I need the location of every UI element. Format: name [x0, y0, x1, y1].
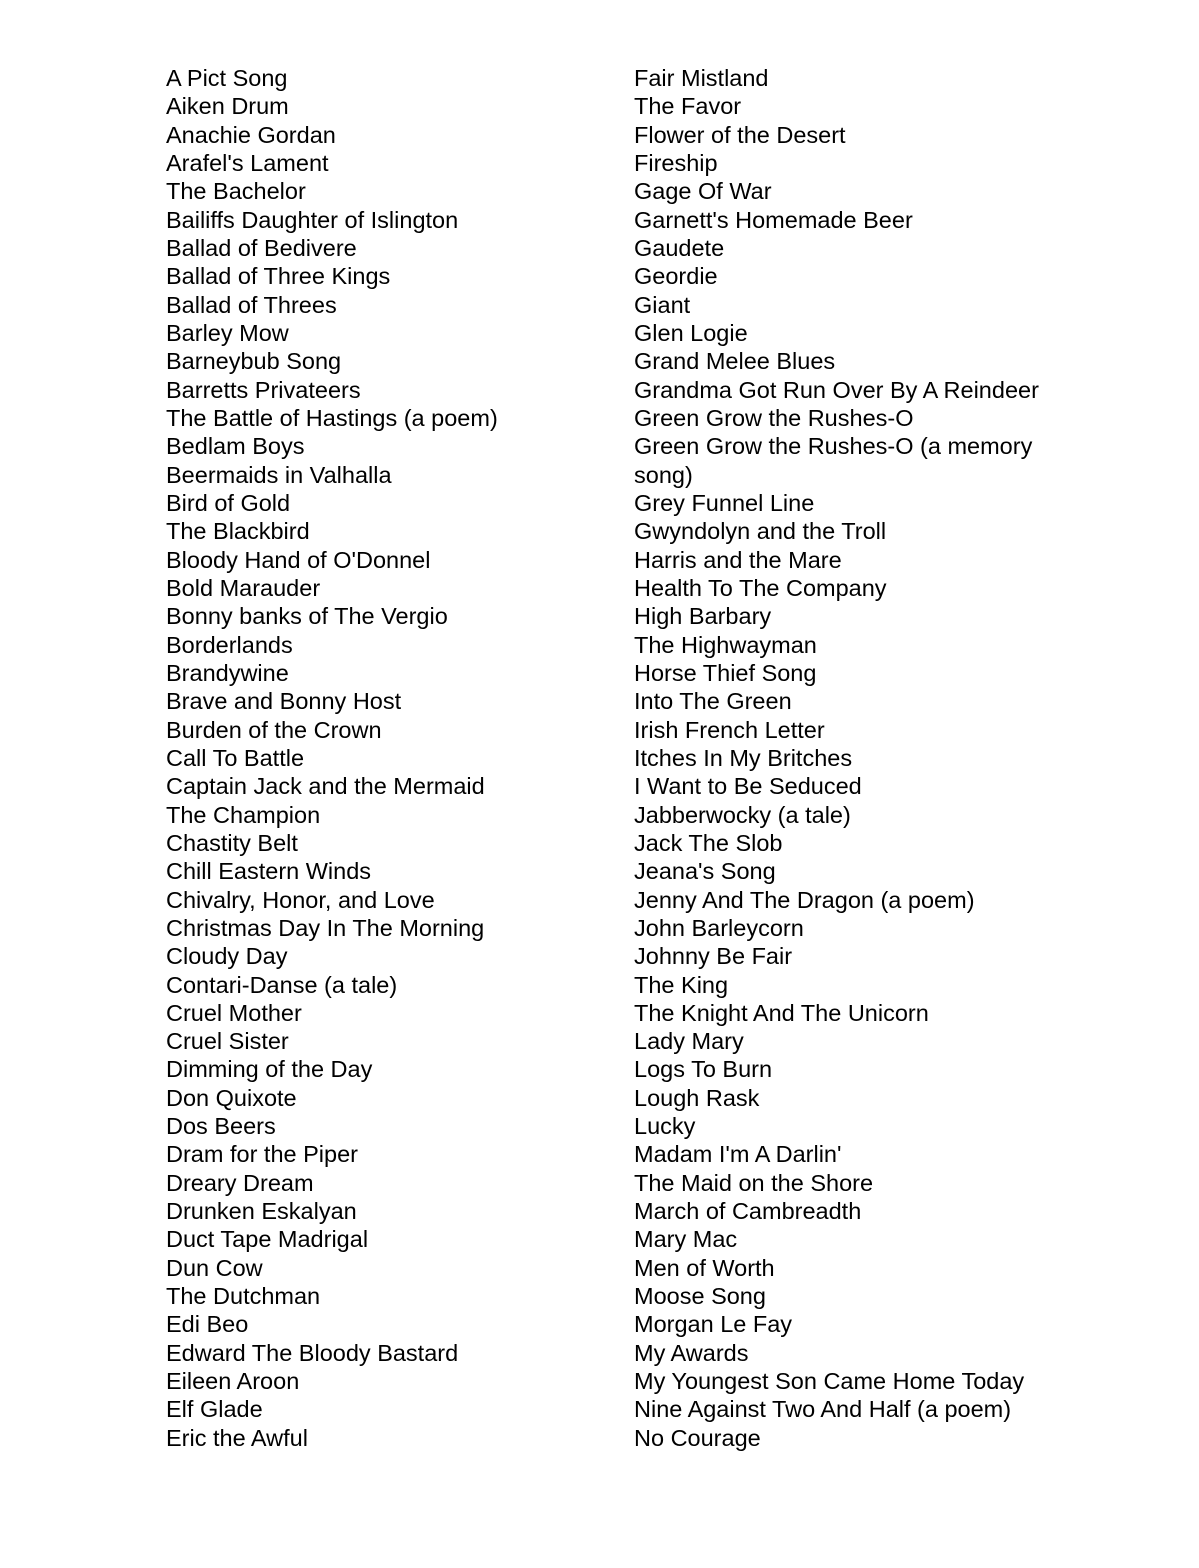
- song-title: Garnett's Homemade Beer: [634, 206, 913, 233]
- song-title: Jack The Slob: [634, 829, 783, 856]
- song-title: High Barbary: [634, 603, 772, 630]
- song-title: Barretts Privateers: [166, 376, 361, 403]
- song-title: The Champion: [166, 801, 321, 828]
- song-title: Edi Beo: [166, 1311, 249, 1338]
- song-title: Elf Glade: [166, 1396, 263, 1423]
- song-title: The Highwayman: [634, 631, 817, 658]
- song-title: The Battle of Hastings (a poem): [166, 404, 498, 431]
- song-title: Madam I'm A Darlin': [634, 1141, 842, 1168]
- song-title: Bonny banks of The Vergio: [166, 603, 448, 630]
- song-title: Nine Against Two And Half (a poem): [634, 1396, 1012, 1423]
- song-title: Horse Thief Song: [634, 659, 817, 686]
- song-title: Mary Mac: [634, 1226, 738, 1253]
- song-title: Lough Rask: [634, 1084, 760, 1111]
- song-title: The King: [634, 971, 729, 998]
- song-title: Bold Marauder: [166, 574, 321, 601]
- song-title: Barley Mow: [166, 319, 289, 346]
- song-title: The Maid on the Shore: [634, 1169, 874, 1196]
- song-title: Grey Funnel Line: [634, 489, 815, 516]
- song-title: Giant: [634, 291, 691, 318]
- song-title: Lucky: [634, 1113, 696, 1140]
- song-title: Jabberwocky (a tale): [634, 801, 851, 828]
- song-list-right-column: [634, 64, 1064, 1452]
- song-title: Bird of Gold: [166, 489, 291, 516]
- song-title: Dram for the Piper: [166, 1141, 358, 1168]
- song-title: Burden of the Crown: [166, 716, 382, 743]
- song-title: Men of Worth: [634, 1254, 775, 1281]
- song-title: Brave and Bonny Host: [166, 688, 402, 715]
- song-title: Christmas Day In The Morning: [166, 914, 485, 941]
- song-title: Morgan Le Fay: [634, 1311, 793, 1338]
- song-title: Gwyndolyn and the Troll: [634, 518, 887, 545]
- song-title: Chivalry, Honor, and Love: [166, 886, 435, 913]
- song-title: Anachie Gordan: [166, 121, 336, 148]
- song-title: Logs To Burn: [634, 1056, 773, 1083]
- song-title: Geordie: [634, 263, 718, 290]
- song-title: Green Grow the Rushes-O (a memory song): [634, 433, 1033, 488]
- song-title: Drunken Eskalyan: [166, 1198, 357, 1225]
- song-title: Aiken Drum: [166, 93, 289, 120]
- song-title: Brandywine: [166, 659, 289, 686]
- song-title: Ballad of Bedivere: [166, 234, 357, 261]
- song-title: Ballad of Three Kings: [166, 263, 391, 290]
- song-title: Eileen Aroon: [166, 1368, 300, 1395]
- song-title: Chill Eastern Winds: [166, 858, 372, 885]
- song-title: The Blackbird: [166, 518, 310, 545]
- song-title: Grand Melee Blues: [634, 348, 836, 375]
- song-title: Cloudy Day: [166, 943, 288, 970]
- song-title: Dreary Dream: [166, 1169, 314, 1196]
- song-title: Borderlands: [166, 631, 293, 658]
- song-title: Cruel Sister: [166, 1028, 289, 1055]
- song-title: Bailiffs Daughter of Islington: [166, 206, 459, 233]
- song-title: Eric the Awful: [166, 1424, 308, 1451]
- song-title: Harris and the Mare: [634, 546, 842, 573]
- song-title: Jeana's Song: [634, 858, 776, 885]
- song-title: I Want to Be Seduced: [634, 773, 862, 800]
- song-title: No Courage: [634, 1424, 761, 1451]
- song-title: Gage Of War: [634, 178, 772, 205]
- song-title: Gaudete: [634, 234, 725, 261]
- song-title: My Awards: [634, 1339, 749, 1366]
- song-title: Ballad of Threes: [166, 291, 337, 318]
- song-title: Dos Beers: [166, 1113, 276, 1140]
- song-title: Green Grow the Rushes-O: [634, 404, 914, 431]
- song-title: The Dutchman: [166, 1283, 321, 1310]
- song-title: Into The Green: [634, 688, 792, 715]
- song-title: My Youngest Son Came Home Today: [634, 1368, 1025, 1395]
- song-title: Irish French Letter: [634, 716, 825, 743]
- song-title: Fireship: [634, 149, 718, 176]
- song-title: Lady Mary: [634, 1028, 744, 1055]
- song-title: The Bachelor: [166, 178, 306, 205]
- song-title: Bedlam Boys: [166, 433, 305, 460]
- song-title: Chastity Belt: [166, 829, 298, 856]
- song-title: A Pict Song: [166, 65, 288, 91]
- song-title: Contari-Danse (a tale): [166, 971, 398, 998]
- song-title: Bloody Hand of O'Donnel: [166, 546, 431, 573]
- song-title: Call To Battle: [166, 744, 305, 771]
- song-title: Duct Tape Madrigal: [166, 1226, 369, 1253]
- song-title: Glen Logie: [634, 319, 748, 346]
- song-title: Jenny And The Dragon (a poem): [634, 886, 975, 913]
- song-title: Arafel's Lament: [166, 149, 329, 176]
- song-title: Don Quixote: [166, 1084, 297, 1111]
- song-title: Barneybub Song: [166, 348, 342, 375]
- song-title: Johnny Be Fair: [634, 943, 793, 970]
- song-title: Dun Cow: [166, 1254, 263, 1281]
- song-title: John Barleycorn: [634, 914, 804, 941]
- song-title: Dimming of the Day: [166, 1056, 373, 1083]
- song-title: Edward The Bloody Bastard: [166, 1339, 459, 1366]
- song-title: Beermaids in Valhalla: [166, 461, 392, 488]
- song-title: Moose Song: [634, 1283, 766, 1310]
- song-title: The Knight And The Unicorn: [634, 999, 929, 1026]
- song-title: The Favor: [634, 93, 742, 120]
- song-title: Captain Jack and the Mermaid: [166, 773, 485, 800]
- song-title: Cruel Mother: [166, 999, 302, 1026]
- song-title: Flower of the Desert: [634, 121, 846, 148]
- song-title: Fair Mistland: [634, 65, 769, 91]
- song-list-left-column: [166, 64, 606, 1452]
- song-title: Grandma Got Run Over By A Reindeer: [634, 376, 1039, 403]
- song-title: Health To The Company: [634, 574, 887, 601]
- song-title: March of Cambreadth: [634, 1198, 862, 1225]
- song-title: Itches In My Britches: [634, 744, 853, 771]
